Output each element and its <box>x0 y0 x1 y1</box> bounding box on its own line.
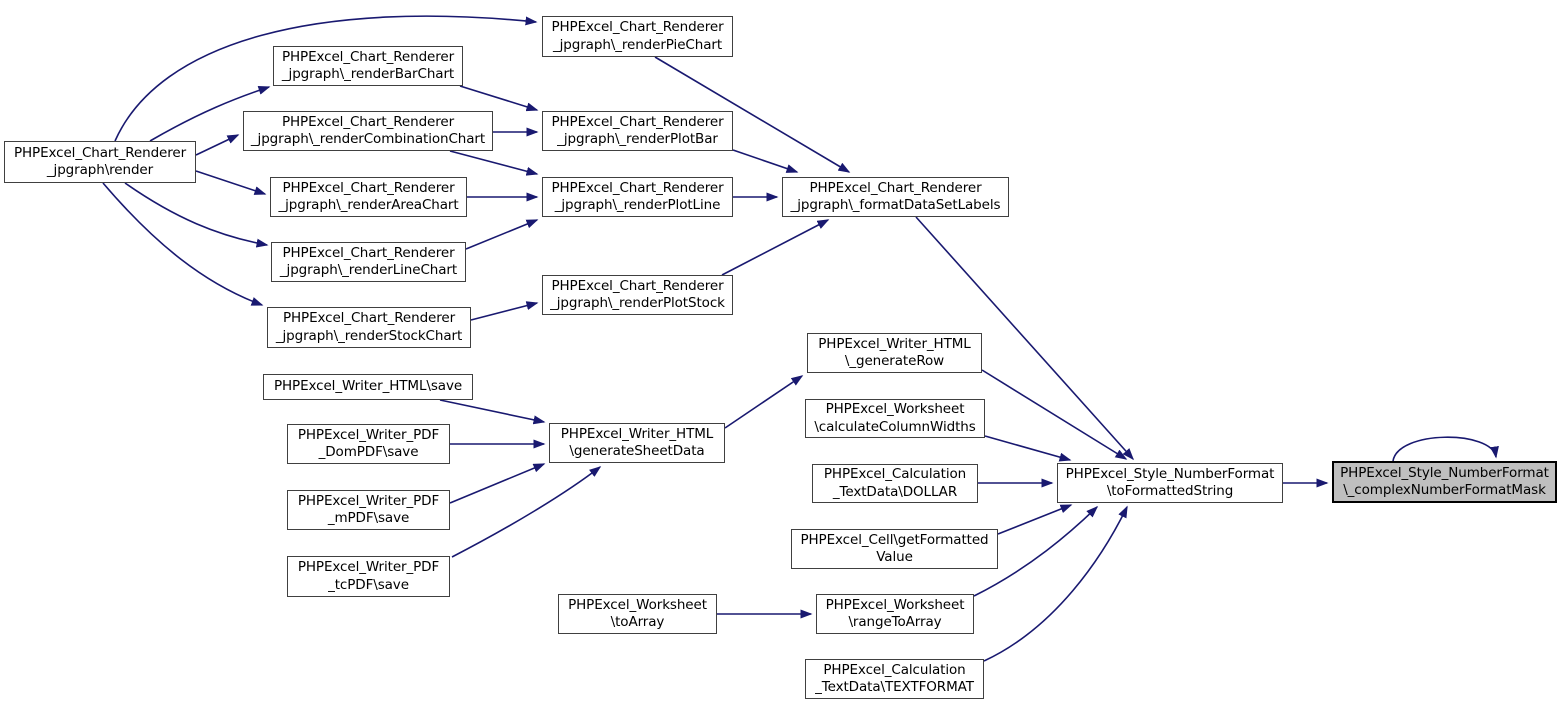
node-label-line: _jpgraph\_renderAreaChart <box>278 197 459 213</box>
graph-node-textformat[interactable] <box>805 659 984 699</box>
node-label-line: \_generateRow <box>844 353 945 369</box>
edge-generateRow-to-toFormattedString <box>982 370 1126 459</box>
node-label-line: _jpgraph\render <box>46 162 154 178</box>
node-label-line: \generateSheetData <box>569 443 705 459</box>
edge-writerHtmlSave-to-generateSheetData <box>440 400 544 422</box>
node-label-line: PHPExcel_Chart_Renderer <box>809 179 982 196</box>
edge-renderLineChart-to-renderPlotLine <box>466 220 537 249</box>
graph-node-renderStockChart[interactable] <box>267 307 471 348</box>
graph-node-generateRow[interactable] <box>807 333 982 373</box>
graph-node-mpdfSave[interactable] <box>287 490 450 530</box>
node-label-line: PHPExcel_Writer_PDF <box>297 492 440 509</box>
node-label-line: PHPExcel_Calculation <box>823 661 966 678</box>
graph-node-renderBarChart[interactable] <box>273 46 463 86</box>
node-label-line: PHPExcel_Calculation <box>823 466 967 483</box>
node-label-line: _TextData\DOLLAR <box>832 483 958 500</box>
node-label-line: PHPExcel_Chart_Renderer <box>551 113 724 130</box>
edge-generateSheetData-to-generateRow <box>725 376 802 428</box>
node-label-line: PHPExcel_Chart_Renderer <box>281 113 455 130</box>
graph-node-calculateColumnWidths[interactable] <box>805 399 985 438</box>
node-label-line: _jpgraph\_renderPlotBar <box>557 131 718 147</box>
node-label-line: _TextData\TEXTFORMAT <box>815 679 974 695</box>
node-label-line: _DomPDF\save <box>318 444 419 460</box>
edge-tcpdfSave-to-generateSheetData <box>452 467 600 557</box>
graph-node-renderPlotLine[interactable] <box>542 177 733 217</box>
graph-node-tcpdfSave[interactable] <box>287 556 450 597</box>
node-label-line: PHPExcel_Cell\getFormatted <box>800 531 989 548</box>
node-label-line: \rangeToArray <box>848 614 942 630</box>
graph-node-complexNumberFormatMask[interactable] <box>1332 461 1557 503</box>
node-label-line: _jpgraph\_renderBarChart <box>281 66 455 82</box>
graph-node-getFormattedValue[interactable] <box>791 529 998 569</box>
node-label-line: PHPExcel_Chart_Renderer <box>282 244 455 261</box>
edge-render-to-renderAreaChart <box>196 171 265 194</box>
graph-node-renderCombinationChart[interactable] <box>243 111 493 151</box>
node-label-line: _tcPDF\save <box>328 576 409 593</box>
node-label-line: PHPExcel_Chart_Renderer <box>551 19 724 36</box>
node-label-line: \calculateColumnWidths <box>814 418 976 435</box>
node-label-line: PHPExcel_Writer_PDF <box>297 426 440 443</box>
node-label-line: PHPExcel_Style_NumberFormat <box>1340 464 1549 481</box>
node-label-line: Value <box>876 549 913 565</box>
graph-node-renderAreaChart[interactable] <box>270 177 467 217</box>
node-label-line: _jpgraph\_renderLineChart <box>279 262 458 278</box>
node-label-line: PHPExcel_Worksheet <box>825 596 965 613</box>
graph-node-rangeToArray[interactable] <box>816 594 974 634</box>
edge-renderPlotStock-to-formatDataSetLabels <box>722 220 828 275</box>
edge-mpdfSave-to-generateSheetData <box>450 464 544 503</box>
graph-node-dollar[interactable] <box>812 464 978 503</box>
edge-complexNumberFormatMask-to-complexNumberFormatMask <box>1393 437 1496 461</box>
node-label-line: PHPExcel_Writer_PDF <box>297 559 440 576</box>
node-label-line: PHPExcel_Writer_HTML <box>560 425 714 442</box>
node-label-line: PHPExcel_Writer_HTML\save <box>273 378 463 395</box>
edge-getFormattedValue-to-toFormattedString <box>998 505 1071 534</box>
graph-node-toFormattedString[interactable] <box>1057 463 1283 503</box>
node-label-line: _mPDF\save <box>327 510 410 526</box>
node-label-line: PHPExcel_Chart_Renderer <box>551 179 724 196</box>
node-label-line: \toArray <box>610 614 665 630</box>
node-label-line: PHPExcel_Style_NumberFormat <box>1065 465 1275 482</box>
node-label-line: PHPExcel_Chart_Renderer <box>282 310 456 327</box>
edge-render-to-renderStockChart <box>103 183 262 305</box>
graph-node-generateSheetData[interactable] <box>549 423 725 463</box>
graph-node-dompdfSave[interactable] <box>287 424 450 464</box>
edge-render-to-renderCombinationChart <box>196 135 238 155</box>
graph-node-renderPlotStock[interactable] <box>542 275 733 315</box>
node-label-line: PHPExcel_Worksheet <box>825 401 965 418</box>
node-label-line: PHPExcel_Chart_Renderer <box>13 144 187 161</box>
edge-render-to-renderLineChart <box>125 183 267 245</box>
graph-node-formatDataSetLabels[interactable] <box>782 177 1009 217</box>
node-label-line: _jpgraph\_formatDataSetLabels <box>790 197 1001 213</box>
node-label-line: PHPExcel_Chart_Renderer <box>281 48 455 65</box>
edge-calculateColumnWidths-to-toFormattedString <box>985 436 1070 460</box>
graph-node-renderLineChart[interactable] <box>271 242 466 282</box>
edge-renderStockChart-to-renderPlotStock <box>471 303 537 320</box>
graph-node-renderPlotBar[interactable] <box>542 111 733 151</box>
node-label-line: _jpgraph\_renderCombinationChart <box>250 131 486 147</box>
graph-node-renderPieChart[interactable] <box>542 16 733 57</box>
node-label-line: PHPExcel_Chart_Renderer <box>551 277 724 294</box>
node-label-line: _jpgraph\_renderPlotLine <box>554 197 721 213</box>
node-label-line: PHPExcel_Writer_HTML <box>818 335 971 352</box>
node-label-line: \toFormattedString <box>1106 483 1234 499</box>
graph-node-writerHtmlSave[interactable] <box>263 374 473 400</box>
edge-renderBarChart-to-renderPlotBar <box>460 86 537 110</box>
node-label-line: _jpgraph\_renderPlotStock <box>550 295 725 311</box>
edge-renderCombinationChart-to-renderPlotLine <box>450 151 537 174</box>
node-label-line: _jpgraph\_renderStockChart <box>275 327 463 344</box>
graph-node-worksheetToArray[interactable] <box>558 594 717 634</box>
edge-renderPlotBar-to-formatDataSetLabels <box>733 150 797 172</box>
graph-node-render[interactable] <box>4 141 196 183</box>
node-label-line: PHPExcel_Worksheet <box>568 596 707 613</box>
node-label-line: PHPExcel_Chart_Renderer <box>282 179 455 196</box>
node-label-line: _jpgraph\_renderPieChart <box>552 36 723 53</box>
node-label-line: \_complexNumberFormatMask <box>1343 482 1546 498</box>
edge-textformat-to-toFormattedString <box>984 507 1127 661</box>
